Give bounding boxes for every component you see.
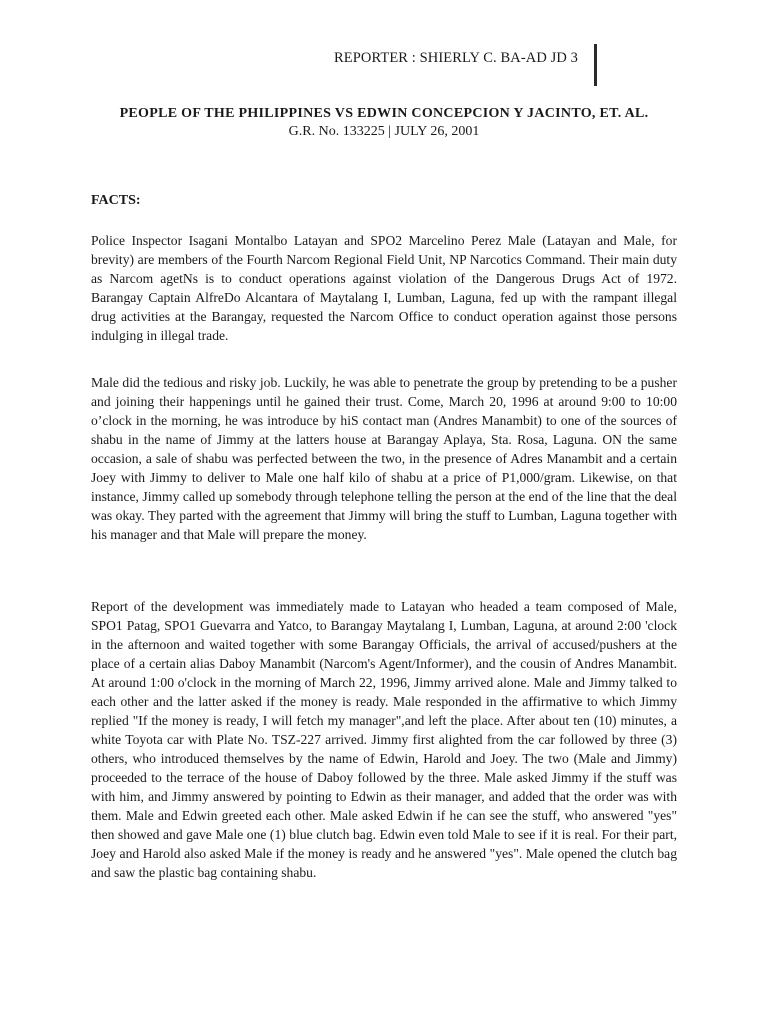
reporter-header: REPORTER : SHIERLY C. BA-AD JD 3 — [334, 50, 579, 66]
facts-paragraph-2: Male did the tedious and risky job. Luckily, he was able to penetrate the group by pretending to be a pusher and joining their happenings until he gained their trust. Come, March 20, 1996 at around 9:00 to 10:00 o’clock in the morning, he was introduce by hiS contact man (Andres Manambit) to one of the sources of shabu in the name of Jimmy at the latters house at Barangay Aplaya, Sta. Rosa, Laguna. ON the same occasion, a sale of shabu was perfected between the two, in the presence of Adres Manambit and a certain Joey with Jimmy to deliver to Male one half kilo of shabu at a price of P1,000/gram. Likewise, on that instance, Jimmy called up somebody through telephone telling the person at the end of the line that the deal was okay. They parted with the agreement that Jimmy will bring the stuff to Lumban, Laguna together with his manager and that Male will prepare the money. — [91, 375, 677, 542]
facts-heading: FACTS: — [91, 193, 141, 208]
facts-paragraph-3: Report of the development was immediately made to Latayan who headed a team composed of Male, SPO1 Patag, SPO1 Guevarra and Yatco, to Barangay Maytalang I, Lumban, Laguna, at around 2:00 'clock in the afternoon and waited together with some Barangay Officials, the arrival of accused/pushers at the place of a certain alias Daboy Manambit (Narcom's Agent/Informer), and the cousin of Andres Manambit. At around 1:00 o'clock in the morning of March 22, 1996, Jimmy arrived alone. Male and Jimmy talked to each other and the latter asked if the money is ready. Male responded in the affirmative to which Jimmy replied "If the money is ready, I will fetch my manager",and left the place. After about ten (10) minutes, a white Toyota car with Plate No. TSZ-227 arrived. Jimmy first alighted from the car followed by three (3) others, who introduced themselves by the name of Edwin, Harold and Joey. The two (Male and Jimmy) proceeded to the terrace of the house of Daboy followed by the three. Male asked Jimmy if the stuff was with him, and Jimmy answered by pointing to Edwin as their manager, and added that the order was with them. Male and Edwin greeted each other. Male asked Edwin if he can see the stuff, who answered "yes" then showed and gave Male one (1) blue clutch bag. Edwin even told Male to see if it is real. For their part, Joey and Harold also asked Male if the money is ready and he answered "yes". Male opened the clutch bag and saw the plastic bag containing shabu. — [91, 599, 677, 880]
case-title: PEOPLE OF THE PHILIPPINES VS EDWIN CONCEPCION Y JACINTO, ET. AL. — [119, 106, 649, 121]
header-divider — [594, 44, 597, 86]
case-citation: G.R. No. 133225 | JULY 26, 2001 — [288, 124, 480, 139]
facts-paragraph-1: Police Inspector Isagani Montalbo Latayan and SPO2 Marcelino Perez Male (Latayan and Male, for brevity) are members of the Fourth Narcom Regional Field Unit, NP Narcotics Command. Their main duty as Narcom agetNs is to conduct operations against violation of the Dangerous Drugs Act of 1972. Barangay Captain AlfreDo Alcantara of Maytalang I, Lumban, Laguna, fed up with the rampant illegal drug activities at the Barangay, requested the Narcom Office to conduct operation against those persons indulging in illegal trade. — [91, 233, 677, 343]
